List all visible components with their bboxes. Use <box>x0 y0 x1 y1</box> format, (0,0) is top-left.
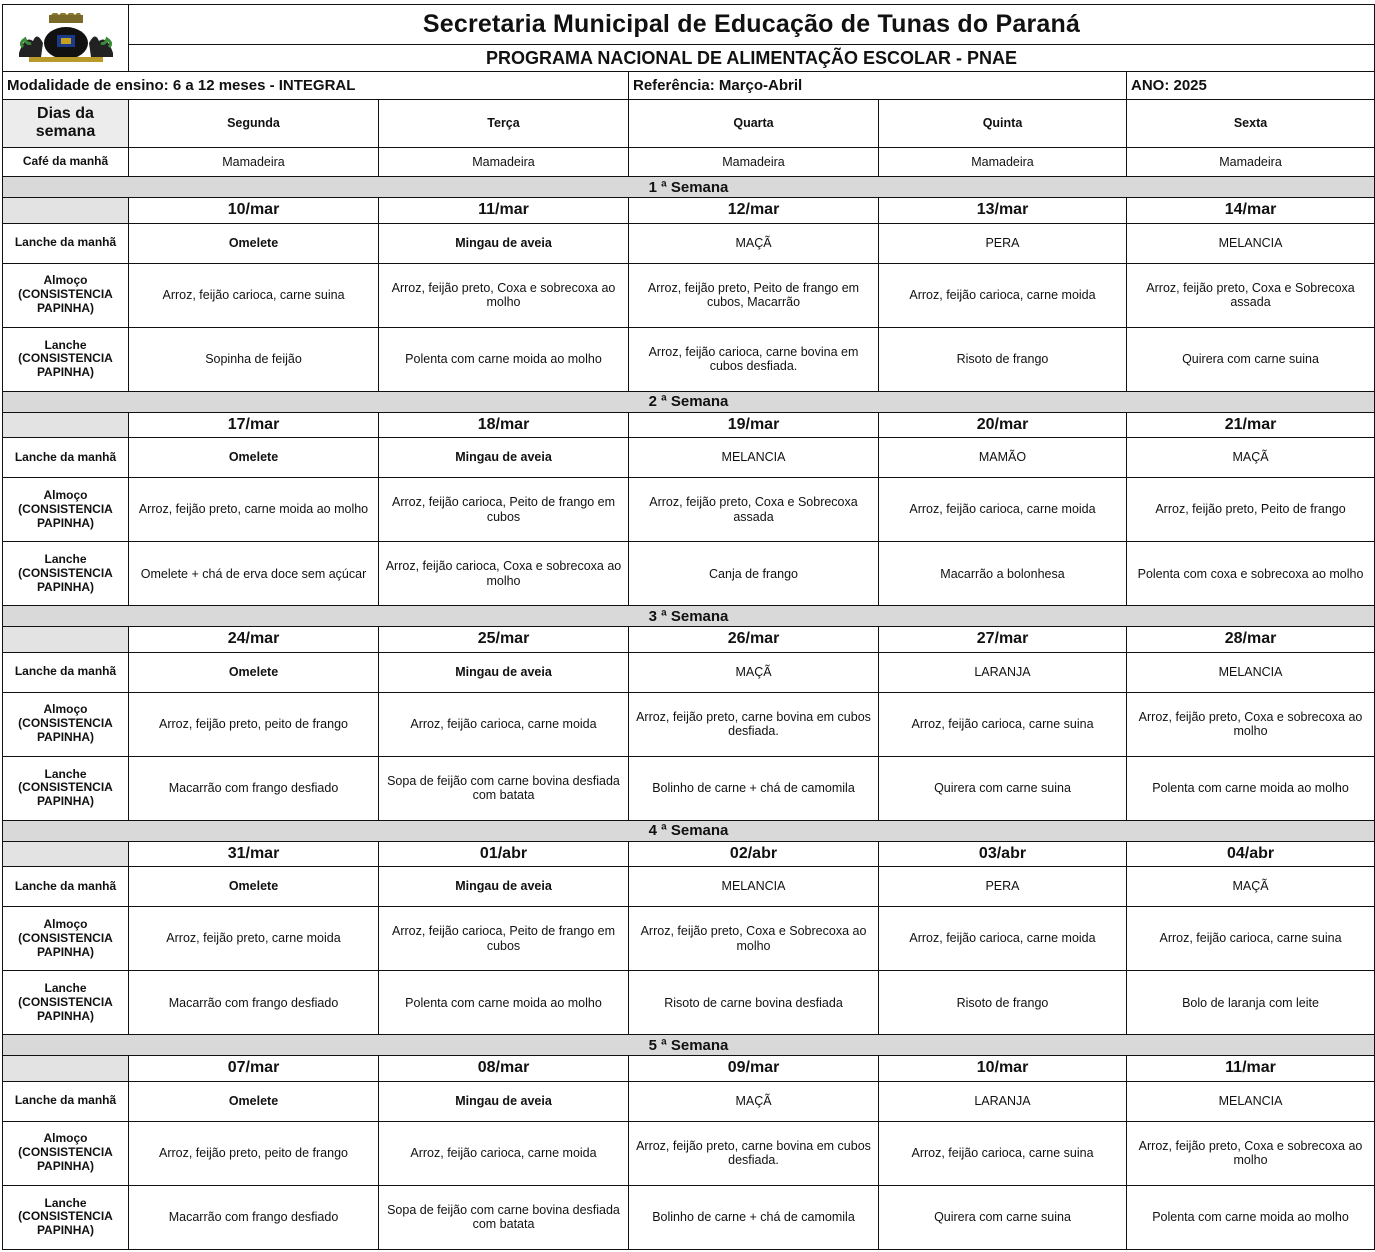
municipal-logo <box>3 5 129 72</box>
lanche-cell: Sopa de feijão com carne bovina desfiada com batata <box>379 756 629 820</box>
lanche-cell: Bolinho de carne + chá de camomila <box>629 756 879 820</box>
lanche-da-manha-cell: MELANCIA <box>629 438 879 478</box>
day-date: 04/abr <box>1127 841 1375 866</box>
almoco-label: Almoço (CONSISTENCIA PAPINHA) <box>3 263 129 327</box>
week-date-blank <box>3 198 129 223</box>
lanche-cell: Quirera com carne suina <box>879 756 1127 820</box>
lanche-cell: Bolinho de carne + chá de camomila <box>629 1185 879 1249</box>
lanche-da-manha-cell: MELANCIA <box>1127 652 1375 692</box>
day-header-terca: Terça <box>379 99 629 147</box>
cafe-cell: Mamadeira <box>1127 147 1375 176</box>
lanche-da-manha-cell: MELANCIA <box>1127 1081 1375 1121</box>
week-title: 2 ª Semana <box>3 391 1375 412</box>
lanche-cell: Risoto de frango <box>879 971 1127 1035</box>
lanche-da-manha-cell: Omelete <box>129 223 379 263</box>
lanche-da-manha-label: Lanche da manhã <box>3 867 129 907</box>
modalidade-label: Modalidade de ensino: 6 a 12 meses - INTEGRAL <box>3 72 629 99</box>
almoco-label: Almoço (CONSISTENCIA PAPINHA) <box>3 478 129 542</box>
lanche-cell: Polenta com coxa e sobrecoxa ao molho <box>1127 542 1375 606</box>
lanche-label: Lanche (CONSISTENCIA PAPINHA) <box>3 542 129 606</box>
lanche-da-manha-cell: MAMÃO <box>879 438 1127 478</box>
lanche-cell: Arroz, feijão carioca, carne bovina em cubos desfiada. <box>629 327 879 391</box>
almoco-cell: Arroz, feijão preto, peito de frango <box>129 1121 379 1185</box>
almoco-cell: Arroz, feijão preto, carne moida ao molho <box>129 478 379 542</box>
lanche-cell: Polenta com carne moida ao molho <box>379 327 629 391</box>
almoco-cell: Arroz, feijão preto, Coxa e sobrecoxa ao molho <box>1127 692 1375 756</box>
lanche-cell: Bolo de laranja com leite <box>1127 971 1375 1035</box>
almoco-cell: Arroz, feijão carioca, carne moida <box>379 692 629 756</box>
day-date: 13/mar <box>879 198 1127 223</box>
almoco-cell: Arroz, feijão preto, peito de frango <box>129 692 379 756</box>
lanche-cell: Canja de frango <box>629 542 879 606</box>
lanche-da-manha-cell: PERA <box>879 223 1127 263</box>
cafe-da-manha-label: Café da manhã <box>3 147 129 176</box>
day-date: 09/mar <box>629 1056 879 1081</box>
lanche-cell: Polenta com carne moida ao molho <box>1127 1185 1375 1249</box>
page-subtitle: PROGRAMA NACIONAL DE ALIMENTAÇÃO ESCOLAR - PNAE <box>129 44 1375 71</box>
day-header-quinta: Quinta <box>879 99 1127 147</box>
lanche-da-manha-cell: MAÇÃ <box>629 652 879 692</box>
lanche-cell: Macarrão com frango desfiado <box>129 1185 379 1249</box>
day-date: 26/mar <box>629 627 879 652</box>
cafe-cell: Mamadeira <box>379 147 629 176</box>
day-date: 07/mar <box>129 1056 379 1081</box>
day-date: 10/mar <box>879 1056 1127 1081</box>
page-title: Secretaria Municipal de Educação de Tunas do Paraná <box>129 5 1375 45</box>
lanche-da-manha-cell: Omelete <box>129 652 379 692</box>
lanche-da-manha-cell: Mingau de aveia <box>379 438 629 478</box>
day-date: 28/mar <box>1127 627 1375 652</box>
lanche-cell: Omelete + chá de erva doce sem açúcar <box>129 542 379 606</box>
lanche-da-manha-cell: MAÇÃ <box>629 1081 879 1121</box>
lanche-da-manha-cell: MAÇÃ <box>1127 438 1375 478</box>
day-date: 20/mar <box>879 412 1127 437</box>
lanche-da-manha-cell: Mingau de aveia <box>379 867 629 907</box>
day-date: 25/mar <box>379 627 629 652</box>
lanche-cell: Macarrão com frango desfiado <box>129 971 379 1035</box>
ano-label: ANO: 2025 <box>1127 72 1375 99</box>
day-date: 08/mar <box>379 1056 629 1081</box>
almoco-cell: Arroz, feijão carioca, Peito de frango em cubos <box>379 478 629 542</box>
lanche-cell: Risoto de carne bovina desfiada <box>629 971 879 1035</box>
lanche-cell: Arroz, feijão carioca, Coxa e sobrecoxa ao molho <box>379 542 629 606</box>
cafe-cell: Mamadeira <box>629 147 879 176</box>
lanche-label: Lanche (CONSISTENCIA PAPINHA) <box>3 1185 129 1249</box>
day-date: 21/mar <box>1127 412 1375 437</box>
day-header-quarta: Quarta <box>629 99 879 147</box>
lanche-da-manha-label: Lanche da manhã <box>3 1081 129 1121</box>
day-date: 18/mar <box>379 412 629 437</box>
lanche-cell: Macarrão a bolonhesa <box>879 542 1127 606</box>
referencia-label: Referência: Março-Abril <box>629 72 1127 99</box>
lanche-da-manha-cell: Mingau de aveia <box>379 223 629 263</box>
week-date-blank <box>3 1056 129 1081</box>
dias-da-semana-header: Dias da semana <box>3 99 129 147</box>
almoco-cell: Arroz, feijão carioca, carne suina <box>879 692 1127 756</box>
day-date: 19/mar <box>629 412 879 437</box>
almoco-cell: Arroz, feijão preto, Peito de frango em cubos, Macarrão <box>629 263 879 327</box>
almoco-cell: Arroz, feijão carioca, carne suina <box>129 263 379 327</box>
lanche-da-manha-cell: PERA <box>879 867 1127 907</box>
almoco-cell: Arroz, feijão carioca, Peito de frango em cubos <box>379 907 629 971</box>
lanche-label: Lanche (CONSISTENCIA PAPINHA) <box>3 756 129 820</box>
coat-of-arms-icon <box>11 13 121 63</box>
day-date: 01/abr <box>379 841 629 866</box>
lanche-da-manha-cell: MELANCIA <box>629 867 879 907</box>
almoco-cell: Arroz, feijão carioca, carne moida <box>379 1121 629 1185</box>
lanche-da-manha-cell: LARANJA <box>879 1081 1127 1121</box>
almoco-cell: Arroz, feijão carioca, carne moida <box>879 478 1127 542</box>
almoco-cell: Arroz, feijão carioca, carne suina <box>1127 907 1375 971</box>
almoco-cell: Arroz, feijão preto, Coxa e sobrecoxa ao molho <box>379 263 629 327</box>
week-title: 4 ª Semana <box>3 820 1375 841</box>
day-date: 17/mar <box>129 412 379 437</box>
lanche-da-manha-cell: MAÇÃ <box>1127 867 1375 907</box>
lanche-da-manha-label: Lanche da manhã <box>3 438 129 478</box>
almoco-cell: Arroz, feijão preto, carne bovina em cubos desfiada. <box>629 692 879 756</box>
day-date: 02/abr <box>629 841 879 866</box>
almoco-cell: Arroz, feijão preto, carne bovina em cubos desfiada. <box>629 1121 879 1185</box>
lanche-da-manha-cell: MELANCIA <box>1127 223 1375 263</box>
lanche-da-manha-cell: Omelete <box>129 438 379 478</box>
almoco-cell: Arroz, feijão preto, Peito de frango <box>1127 478 1375 542</box>
lanche-cell: Polenta com carne moida ao molho <box>1127 756 1375 820</box>
day-header-segunda: Segunda <box>129 99 379 147</box>
almoco-cell: Arroz, feijão preto, Coxa e Sobrecoxa ao molho <box>629 907 879 971</box>
week-date-blank <box>3 627 129 652</box>
lanche-label: Lanche (CONSISTENCIA PAPINHA) <box>3 971 129 1035</box>
day-date: 11/mar <box>1127 1056 1375 1081</box>
cafe-cell: Mamadeira <box>879 147 1127 176</box>
lanche-cell: Polenta com carne moida ao molho <box>379 971 629 1035</box>
lanche-cell: Quirera com carne suina <box>1127 327 1375 391</box>
almoco-cell: Arroz, feijão preto, Coxa e sobrecoxa ao molho <box>1127 1121 1375 1185</box>
week-title: 5 ª Semana <box>3 1035 1375 1056</box>
week-date-blank <box>3 841 129 866</box>
day-date: 10/mar <box>129 198 379 223</box>
lanche-da-manha-cell: Omelete <box>129 867 379 907</box>
day-date: 27/mar <box>879 627 1127 652</box>
lanche-label: Lanche (CONSISTENCIA PAPINHA) <box>3 327 129 391</box>
week-date-blank <box>3 412 129 437</box>
almoco-cell: Arroz, feijão preto, carne moida <box>129 907 379 971</box>
cafe-cell: Mamadeira <box>129 147 379 176</box>
day-date: 14/mar <box>1127 198 1375 223</box>
almoco-label: Almoço (CONSISTENCIA PAPINHA) <box>3 1121 129 1185</box>
lanche-cell: Quirera com carne suina <box>879 1185 1127 1249</box>
week-title: 3 ª Semana <box>3 606 1375 627</box>
almoco-label: Almoço (CONSISTENCIA PAPINHA) <box>3 692 129 756</box>
almoco-label: Almoço (CONSISTENCIA PAPINHA) <box>3 907 129 971</box>
day-date: 31/mar <box>129 841 379 866</box>
lanche-cell: Sopa de feijão com carne bovina desfiada com batata <box>379 1185 629 1249</box>
lanche-da-manha-cell: LARANJA <box>879 652 1127 692</box>
lanche-da-manha-cell: MAÇÃ <box>629 223 879 263</box>
almoco-cell: Arroz, feijão preto, Coxa e Sobrecoxa assada <box>1127 263 1375 327</box>
almoco-cell: Arroz, feijão preto, Coxa e Sobrecoxa assada <box>629 478 879 542</box>
week-title: 1 ª Semana <box>3 177 1375 198</box>
day-date: 03/abr <box>879 841 1127 866</box>
lanche-da-manha-cell: Mingau de aveia <box>379 1081 629 1121</box>
lanche-cell: Macarrão com frango desfiado <box>129 756 379 820</box>
almoco-cell: Arroz, feijão carioca, carne moida <box>879 907 1127 971</box>
lanche-da-manha-label: Lanche da manhã <box>3 652 129 692</box>
day-date: 11/mar <box>379 198 629 223</box>
day-header-sexta: Sexta <box>1127 99 1375 147</box>
day-date: 24/mar <box>129 627 379 652</box>
menu-table <box>2 4 1375 1250</box>
lanche-da-manha-cell: Mingau de aveia <box>379 652 629 692</box>
almoco-cell: Arroz, feijão carioca, carne moida <box>879 263 1127 327</box>
day-date: 12/mar <box>629 198 879 223</box>
lanche-cell: Risoto de frango <box>879 327 1127 391</box>
lanche-cell: Sopinha de feijão <box>129 327 379 391</box>
almoco-cell: Arroz, feijão carioca, carne suina <box>879 1121 1127 1185</box>
lanche-da-manha-label: Lanche da manhã <box>3 223 129 263</box>
lanche-da-manha-cell: Omelete <box>129 1081 379 1121</box>
